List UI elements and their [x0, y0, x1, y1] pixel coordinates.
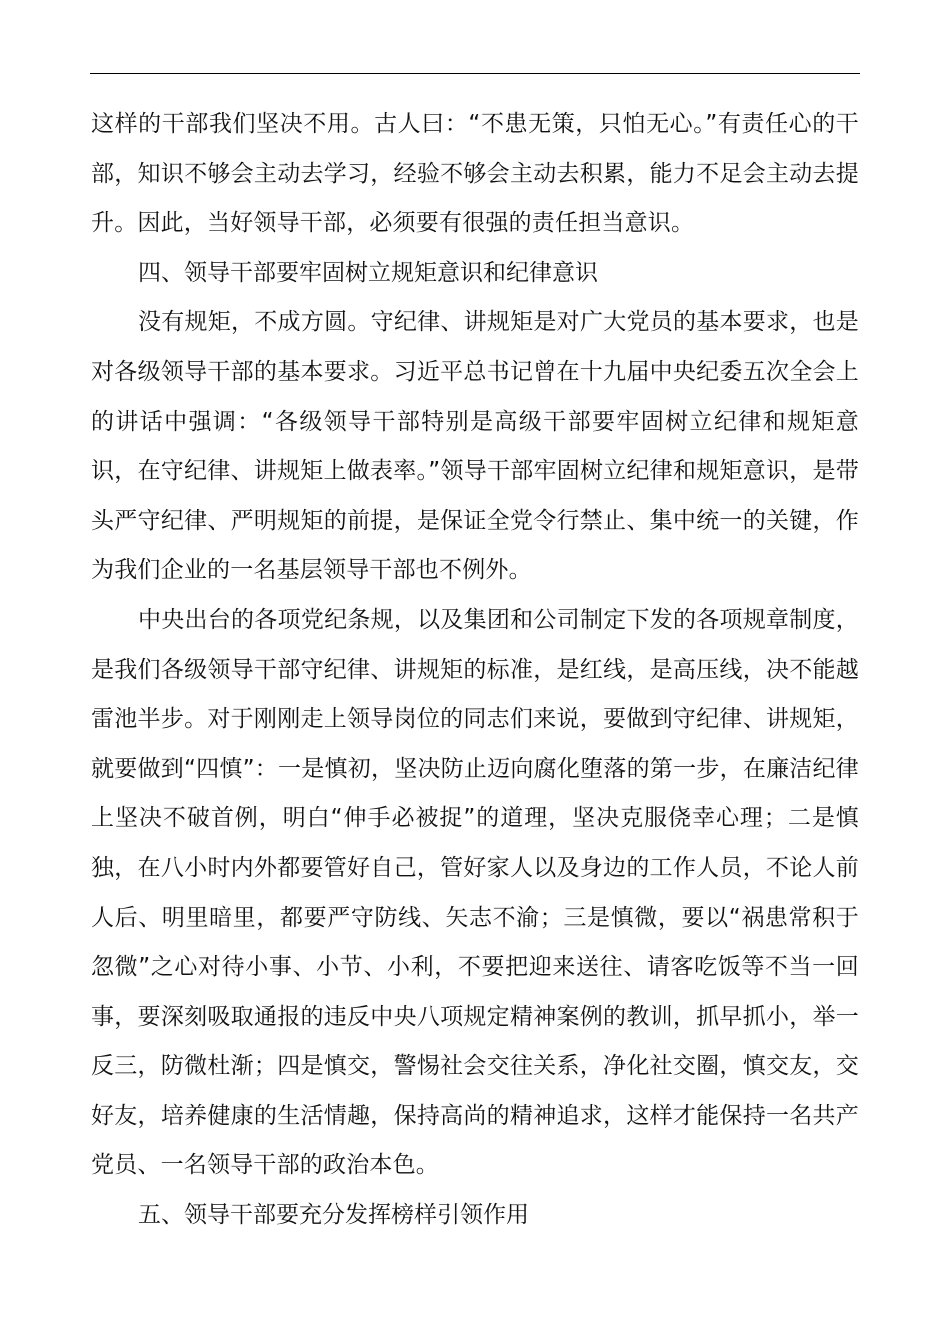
section-heading-five: 五、领导干部要充分发挥榜样引领作用 — [138, 1202, 529, 1229]
section-heading-four: 四、领导干部要牢固树立规矩意识和纪律意识 — [138, 259, 598, 286]
paragraph-four-cautions: 中央出台的各项党纪条规，以及集团和公司制定下发的各项规章制度，是我们各级领导干部守纪律、讲规矩的标准，是红线，是高压线，决不能越雷池半步。对于刚刚走上领导岗位的同志们来说，要做到守纪律、讲规矩，就要做到“四慎”：一是慎初，坚决防止迈向腐化堕落的第一步，在廉洁纪律上坚决不破首例，明白“伸手必被捉”的道理，坚决克服侥幸心理；二是慎独，在八小时内外都要管好自己，管好家人以及身边的工作人员，不论人前人后、明里暗里，都要严守防线、矢志不渝；三是慎微，要以“祸患常积于忽微”之心对待小事、小节、小利，不要把迎来送往、请客吃饭等不当一回事，要深刻吸取通报的违反中央八项规定精神案例的教训，抓早抓小，举一反三，防微杜渐；四是慎交，警惕社会交往关系，净化社交圈，慎交友，交好友，培养健康的生活情趣，保持高尚的精神追求，这样才能保持一名共产党员、一名领导干部的政治本色。 — [91, 606, 859, 1179]
paragraph-rules-discipline: 没有规矩，不成方圆。守纪律、讲规矩是对广大党员的基本要求，也是对各级领导干部的基本要求。习近平总书记曾在十九届中央纪委五次全会上的讲话中强调：“各级领导干部特别是高级干部要牢固树立纪律和规矩意识，在守纪律、讲规矩上做表率。”领导干部牢固树立纪律和规矩意识，是带头严守纪律、严明规矩的前提，是保证全党令行禁止、集中统一的关键，作为我们企业的一名基层领导干部也不例外。 — [91, 309, 859, 584]
paragraph-responsibility-end: 这样的干部我们坚决不用。古人曰：“不患无策，只怕无心。”有责任心的干部，知识不够会主动去学习，经验不够会主动去积累，能力不足会主动去提升。因此，当好领导干部，必须要有很强的责任担当意识。 — [91, 111, 859, 237]
document-body — [91, 100, 859, 1241]
header-rule — [90, 73, 860, 74]
